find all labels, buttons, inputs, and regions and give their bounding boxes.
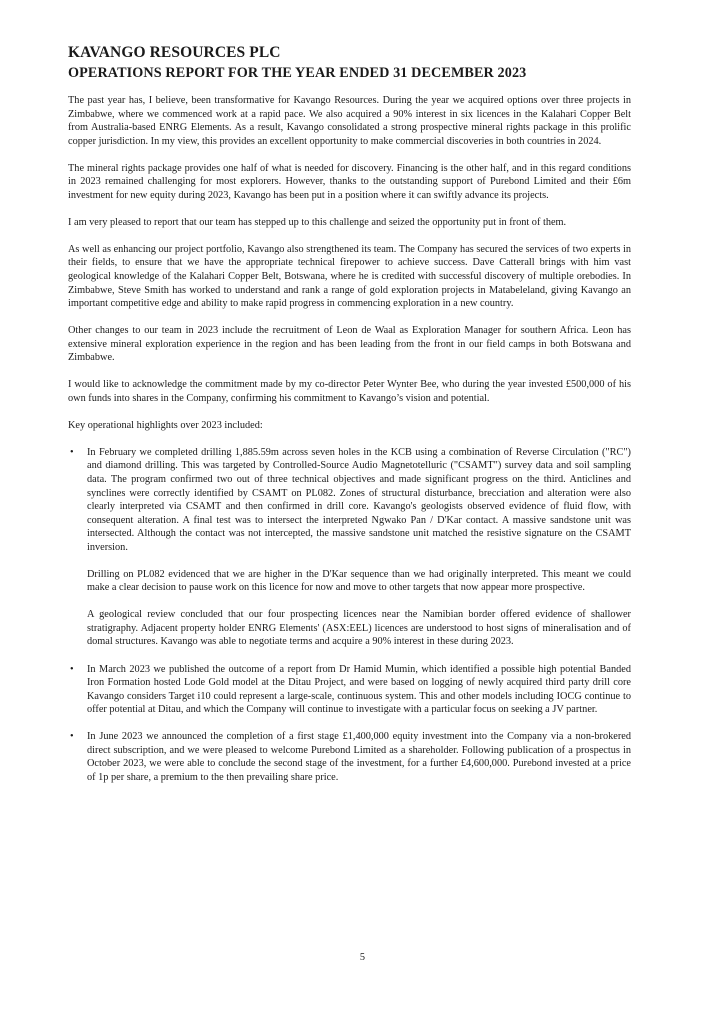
team-challenge-paragraph: I am very pleased to report that our team has stepped up to this challenge and seized the opportunity put in front of them. — [68, 216, 567, 228]
list-item — [68, 730, 631, 784]
page-number: 5 — [359, 952, 366, 963]
highlights-intro: Key operational highlights over 2023 included: — [68, 419, 263, 431]
bullet-paragraph: In June 2023 we announced the completion of a first stage £1,400,000 equity investment into the Company via a non-brokered direct subscription, and we were pleased to welcome Purebond Limited as a shareholder. Following publication of a prospectus in October 2023, we were able to conclude the second stage of the investment, for a further £4,600,000. Purebond invested at a price of 1p per share, a premium to the then prevailing share price. — [87, 731, 631, 783]
bullet-icon: • — [70, 731, 74, 743]
company-name: KAVANGO RESOURCES PLC — [68, 44, 281, 61]
report-title: OPERATIONS REPORT FOR THE YEAR ENDED 31 DECEMBER 2023 — [68, 65, 527, 81]
team-strengthening-paragraph: As well as enhancing our project portfolio, Kavango also strengthened its team. The Company has secured the services of two experts in their fields, to ensure that we have the appropriate technical firepower to achieve success. Dave Catterall brings with him vast geological knowledge of the Kalahari Copper Belt, Botswana, where he is credited with successful discovery of multiple orebodies. In Zimbabwe, Steve Smith has worked to understand and rank a range of gold exploration projects in Matabeleland, giving Kavango an important competitive edge and ability to make rapid progress in commencing exploration in a new country. — [68, 243, 631, 310]
bullet-icon: • — [70, 663, 74, 675]
bullet-icon: • — [70, 446, 74, 458]
bullet-paragraph: A geological review concluded that our four prospecting licences near the Namibian border offered evidence of shallower stratigraphy. Adjacent property holder ENRG Elements' (ASX:EEL) licences are understood to host signs of mineralisation and of domal structures. Kavango was able to negotiate terms and acquire a 90% interest in these during 2023. — [87, 609, 631, 648]
list-item — [68, 663, 631, 717]
intro-paragraph: The past year has, I believe, been transformative for Kavango Resources. During the year we acquired options over three projects in Zimbabwe, where we commenced work at a rapid pace. We also acquired a 90% interest in six licences in the Kalahari Copper Belt from Australia-based ENRG Elements. As a result, Kavango consolidated a strong prospective mineral rights package in this prolific copper jurisdiction. In my view, this provides an excellent opportunity to make commercial discoveries in both countries in 2024. — [68, 95, 631, 147]
bullet-paragraph: Drilling on PL082 evidenced that we are higher in the D'Kar sequence than we had originally interpreted. This meant we could make a clear decision to pause work on this licence for now and move to other targets that now appear more prospective. — [87, 568, 631, 594]
bullet-paragraph: In February we completed drilling 1,885.59m across seven holes in the KCB using a combination of Reverse Circulation ("RC") and diamond drilling. This was targeted by Controlled-Source Audio Magnetotelluric ("CSAMT") survey data and soil sampling data. The program confirmed two out of three technical objectives and made significant progress on the third. Anticlines and synclines were correctly identified by CSAMT on PL082. Zones of structural disturbance, brecciation and alteration were also clearly interpreted via CSAMT and then confirmed in drill core. Kavango's geologists observed evidence of fluid flow, with consequent alteration. A final test was to intersect the interpreted Ngwako Pan / D'Kar contact. A massive sandstone unit was intersected. Although the contact was not intercepted, the massive sandstone unit matched the resistive signature on the CSAMT inversion. — [87, 446, 631, 553]
highlights-list — [68, 446, 631, 784]
list-item — [68, 446, 631, 649]
financing-paragraph: The mineral rights package provides one half of what is needed for discovery. Financing is the other half, and in this regard conditions in 2023 remained challenging for most explorers. However, thanks to the outstanding support of Purebond Limited and their £6m investment for new equity during 2023, Kavango has been put in a position where it can swiftly advance its projects. — [68, 162, 631, 201]
bullet-paragraph: In March 2023 we published the outcome of a report from Dr Hamid Mumin, which identified a possible high potential Banded Iron Formation hosted Lode Gold model at the Ditau Project, and were based on logging of newly acquired third party drill core Kavango considers Target i10 could represent a large-scale, continuous system. This and other models including IOCG continue to offer potential at Ditau, and which the Company will continue to investigate with a particular focus on seeking a JV partner. — [87, 663, 631, 716]
document-page — [68, 44, 631, 798]
recruitment-paragraph: Other changes to our team in 2023 include the recruitment of Leon de Waal as Exploration Manager for southern Africa. Leon has extensive mineral exploration experience in the region and has been leading from the front in our field camps in both Botswana and Zimbabwe. — [68, 325, 631, 364]
director-commitment-paragraph: I would like to acknowledge the commitment made by my co-director Peter Wynter Bee, who during the year invested £500,000 of his own funds into shares in the Company, confirming his commitment to Kavango’s vision and potential. — [68, 379, 631, 404]
